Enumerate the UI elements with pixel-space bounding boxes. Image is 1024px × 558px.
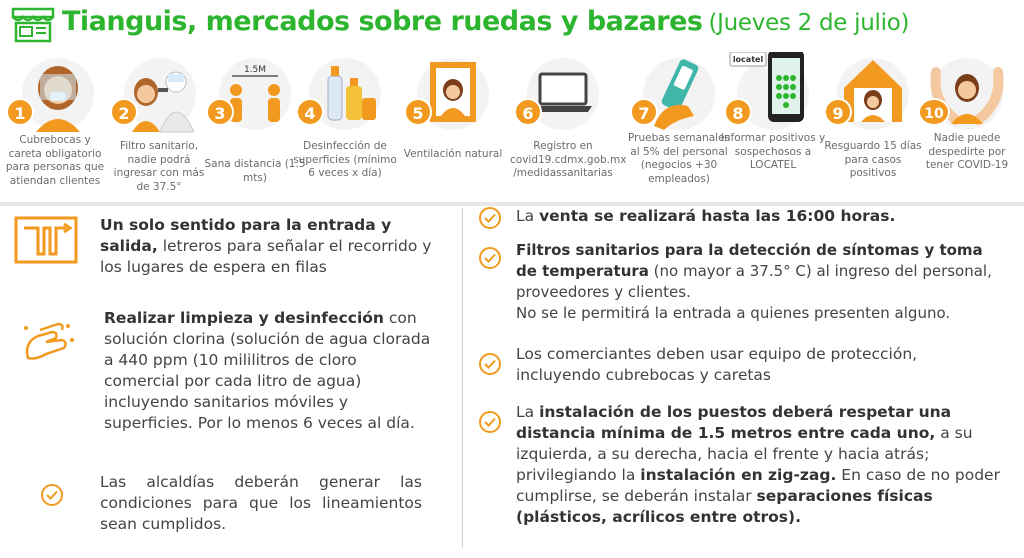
step-number: 5 xyxy=(404,98,432,126)
step-caption: Filtro sanitario, nadie podrá ingresar con más de 37.5° xyxy=(113,140,205,193)
locatel-badge: locatel xyxy=(732,55,764,64)
distance-label: 1.5M xyxy=(243,65,267,75)
check-circle-icon xyxy=(478,352,502,376)
check-circle-icon xyxy=(478,410,502,434)
stall-distance-e: En caso de no poder cumplirse, se deberán instalar xyxy=(516,466,1000,505)
step-caption: Resguardo 15 días para casos positivos xyxy=(824,140,922,179)
step-6 xyxy=(510,52,627,202)
protective-equipment-text: Los comerciantes deben usar equipo de protección, incluyendo cubrebocas y caretas xyxy=(516,345,918,384)
one-way-text xyxy=(100,215,440,278)
sanitary-filters-bold: Filtros sanitarios para la detección de síntomas y toma de temperatura xyxy=(516,241,983,280)
step-caption: Nadie puede despedirte por tener COVID-19 xyxy=(925,132,1009,171)
market-stall-icon xyxy=(10,6,56,44)
step-number: 8 xyxy=(724,98,752,126)
sale-hours-prefix: La xyxy=(516,207,540,225)
page-title: Tianguis, mercados sobre ruedas y bazares xyxy=(62,6,703,37)
stall-distance-c: a su izquierda, a su derecha, hacia el frente y hacia atrás; privilegiando la xyxy=(516,424,973,484)
step-5 xyxy=(400,52,506,202)
step-caption: Sana distancia (1.5 mts) xyxy=(204,158,306,184)
sale-hours-text xyxy=(516,206,996,227)
stall-distance-a: La xyxy=(516,403,540,421)
step-number: 7 xyxy=(630,98,658,126)
column-divider xyxy=(462,208,463,548)
step-number: 9 xyxy=(824,98,852,126)
step-caption: Ventilación natural xyxy=(403,148,503,160)
check-circle-icon xyxy=(40,483,64,507)
step-number: 4 xyxy=(296,98,324,126)
one-way-flow-icon xyxy=(14,214,78,266)
stall-distance-text xyxy=(516,402,1006,528)
cleaning-rest: con solución clorina (solución de agua clorada a 440 ppm (10 mililitros de cloro comercial por cada litro de agua) incluyendo sanitarios móviles y superficies. Por lo menos 6 veces al día. xyxy=(104,309,431,432)
step-caption: Cubrebocas y careta obligatorio para personas que atiendan clientes xyxy=(5,134,105,187)
step-number: 3 xyxy=(206,98,234,126)
step-caption: Informar positivos y sospechosos a LOCATEL xyxy=(720,132,826,171)
step-number: 10 xyxy=(918,98,950,126)
check-circle-icon xyxy=(478,206,502,230)
step-1 xyxy=(2,52,108,202)
step-number: 1 xyxy=(6,98,34,126)
check-circle-icon xyxy=(478,246,502,270)
step-10 xyxy=(914,52,1020,202)
measures-strip xyxy=(0,52,1024,202)
step-9 xyxy=(820,52,926,202)
alcaldias-text: Las alcaldías deberán generar las condiciones para que los lineamientos sean cumplidos. xyxy=(100,473,422,533)
stall-distance-f: separaciones físicas (plásticos, acrílicos entre otros). xyxy=(516,487,933,526)
step-8 xyxy=(720,52,826,202)
step-caption: Desinfección de superficies (mínimo 6 veces x día) xyxy=(293,140,397,179)
step-2 xyxy=(106,52,212,202)
sale-hours-bold: venta se realizará hasta las 16:00 horas. xyxy=(539,207,896,225)
stall-distance-b: instalación de los puestos deberá respetar una distancia mínima de 1.5 metros entre cada uno, xyxy=(516,403,952,442)
sanitary-filters-note: No se le permitirá la entrada a quienes presenten alguno. xyxy=(516,304,951,322)
step-7 xyxy=(626,52,732,202)
sanitary-filters-text xyxy=(516,240,1006,324)
step-number: 6 xyxy=(514,98,542,126)
sanitary-filters-rest: (no mayor a 37.5° C) al ingreso del personal, proveedores y clientes. xyxy=(516,262,992,301)
step-caption: Pruebas semanales al 5% del personal (negocios +30 empleados) xyxy=(627,132,731,185)
washing-hands-icon xyxy=(20,318,76,370)
page-subtitle: (Jueves 2 de julio) xyxy=(708,10,910,36)
step-4 xyxy=(292,52,398,202)
cleaning-text xyxy=(104,308,434,434)
one-way-rest: letreros para señalar el recorrido y los lugares de espera en filas xyxy=(100,237,432,276)
one-way-bold: Un solo sentido para la entrada y salida, xyxy=(100,216,392,255)
cleaning-bold: Realizar limpieza y desinfección xyxy=(104,309,384,327)
stall-distance-d: instalación en zig-zag. xyxy=(640,466,837,484)
header xyxy=(0,0,1024,48)
step-caption: Registro en covid19.cdmx.gob.mx /medidassanitarias xyxy=(510,140,627,179)
step-number: 2 xyxy=(110,98,138,126)
